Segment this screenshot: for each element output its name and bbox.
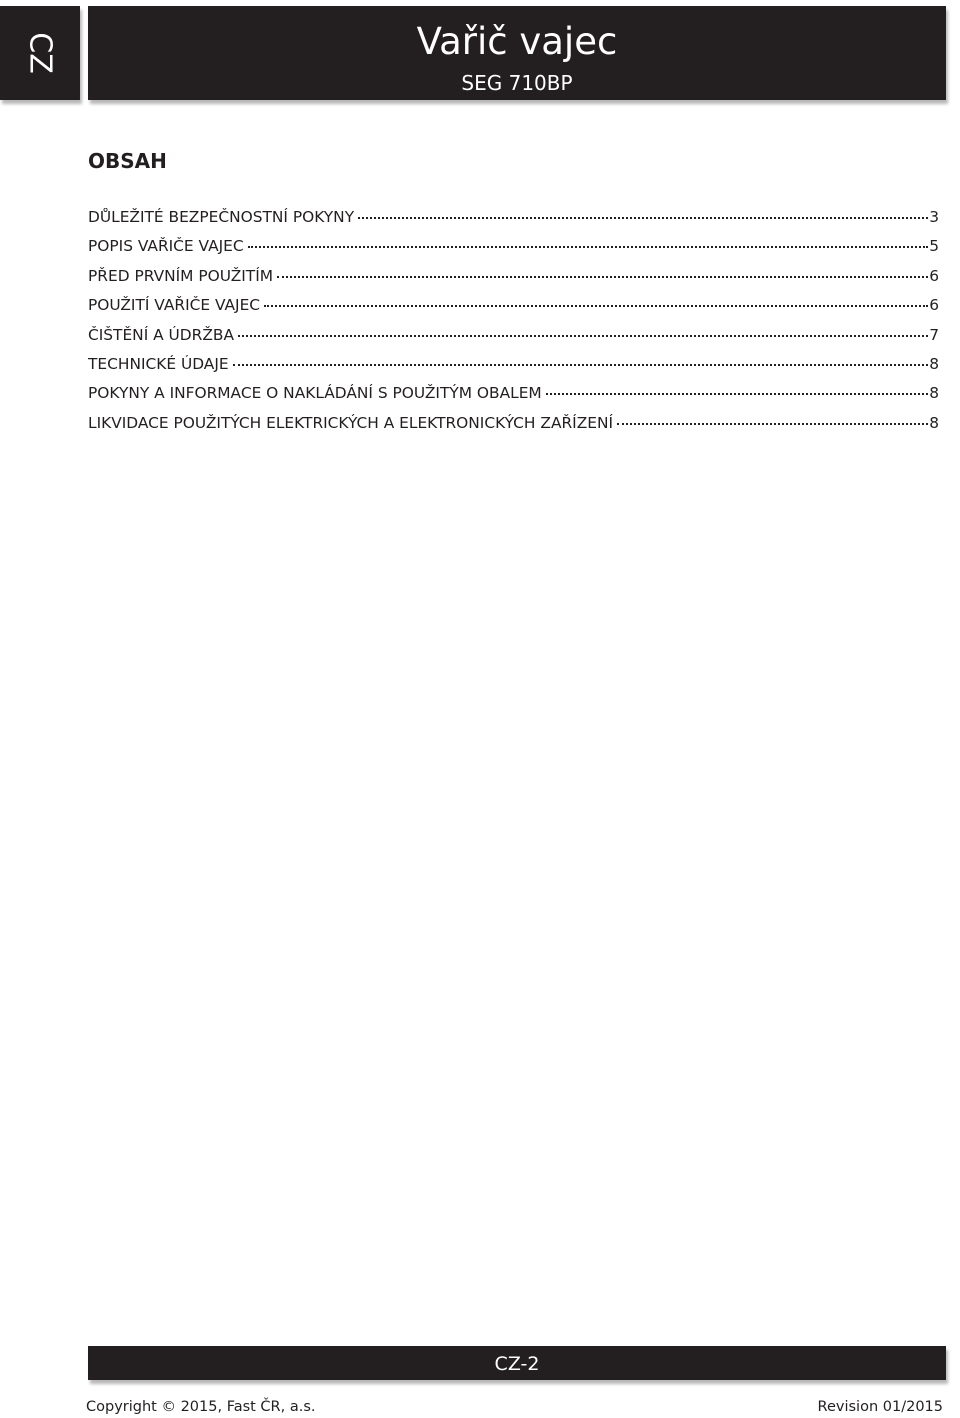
- toc-item-page: 3: [929, 208, 939, 226]
- toc-item-page: 8: [929, 413, 939, 432]
- toc-item[interactable]: [88, 208, 939, 237]
- toc-leader-dots: [277, 276, 928, 278]
- copyright-text: Copyright © 2015, Fast ČR, a.s.: [86, 1399, 316, 1415]
- toc-item-page: 5: [929, 237, 939, 256]
- title-bar: [88, 6, 946, 100]
- toc-item-label: ČIŠTĚNÍ A ÚDRŽBA: [88, 325, 234, 344]
- toc-item[interactable]: [88, 355, 939, 384]
- toc-leader-dots: [233, 364, 929, 366]
- revision-text: Revision 01/2015: [817, 1399, 943, 1415]
- toc-item-label: LIKVIDACE POUŽITÝCH ELEKTRICKÝCH A ELEKTRONICKÝCH ZAŘÍZENÍ: [88, 413, 614, 432]
- footer-bar: [88, 1346, 946, 1380]
- toc-leader-dots: [264, 305, 928, 307]
- toc-item[interactable]: [88, 267, 939, 296]
- toc-item[interactable]: [88, 237, 939, 266]
- toc-item[interactable]: [88, 296, 939, 325]
- page-number: CZ-2: [494, 1353, 540, 1375]
- language-code: CZ: [22, 32, 58, 74]
- contents-heading: OBSAH: [88, 149, 167, 173]
- toc-leader-dots: [358, 217, 928, 219]
- model-number: SEG 710BP: [461, 71, 573, 95]
- toc-item-page: 7: [929, 325, 939, 344]
- toc-leader-dots: [238, 335, 928, 337]
- language-tab: [0, 6, 80, 100]
- page-title: Vařič vajec: [416, 20, 618, 63]
- toc-leader-dots: [617, 423, 928, 425]
- toc-item-label: TECHNICKÉ ÚDAJE: [88, 354, 229, 373]
- toc-leader-dots: [248, 246, 929, 248]
- toc-item[interactable]: [88, 384, 939, 413]
- toc-item-page: 8: [929, 384, 939, 403]
- toc-item[interactable]: [88, 414, 939, 443]
- toc-leader-dots: [546, 393, 928, 395]
- toc-item-label: POPIS VAŘIČE VAJEC: [88, 237, 244, 256]
- toc-item[interactable]: [88, 326, 939, 355]
- toc-item-label: DŮLEŽITÉ BEZPEČNOSTNÍ POKYNY: [88, 208, 355, 226]
- table-of-contents: [88, 208, 939, 443]
- toc-item-page: 6: [929, 266, 939, 285]
- toc-item-page: 6: [929, 296, 939, 315]
- toc-item-label: POUŽITÍ VAŘIČE VAJEC: [88, 296, 261, 315]
- toc-item-page: 8: [929, 354, 939, 373]
- toc-item-label: PŘED PRVNÍM POUŽITÍM: [88, 266, 274, 285]
- toc-item-label: POKYNY A INFORMACE O NAKLÁDÁNÍ S POUŽITÝM OBALEM: [88, 384, 542, 403]
